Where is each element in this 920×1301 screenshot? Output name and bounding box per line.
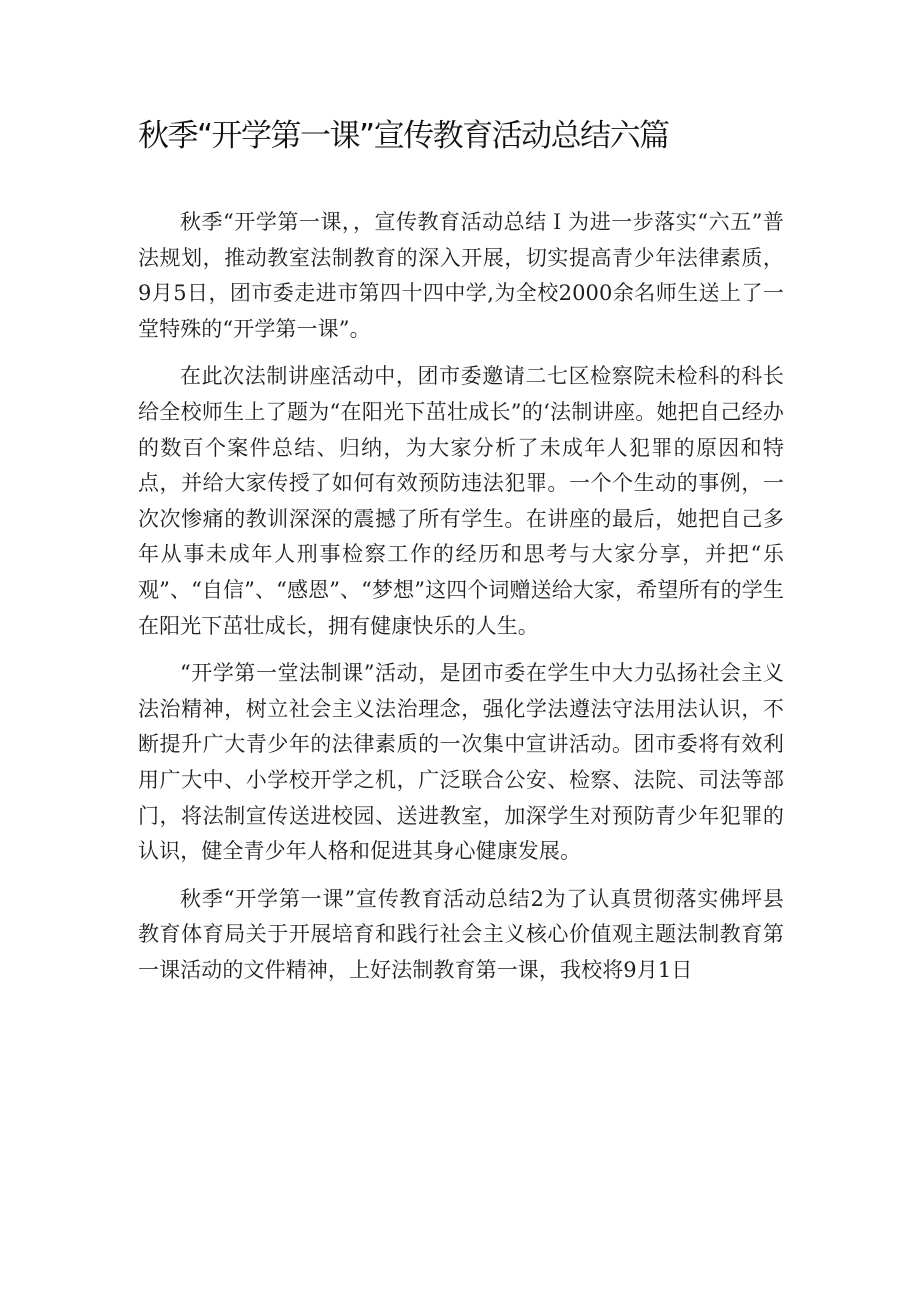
paragraph-2: 在此次法制讲座活动中，团市委邀请二七区检察院未检科的科长给全校师生上了题为“在阳光下茁壮成长”的‘法制讲座。她把自己经办的数百个案件总结、归纳，为大家分析了未成年人犯罪的原因和特点，并给大家传授了如何有效预防违法犯罪。一个个生动的事例，一次次惨痛的教训深深的震撼了所有学生。在讲座的最后，她把自己多年从事未成年人刑事检察工作的经历和思考与大家分享，并把“乐观”、“自信”、“感恩”、“梦想”这四个词赠送给大家，希望所有的学生在阳光下茁壮成长，拥有健康快乐的人生。 [138,364,784,638]
paragraph-3: “开学第一堂法制课”活动，是团市委在学生中大力弘扬社会主义法治精神，树立社会主义法治理念，强化学法遵法守法用法认识，不断提升广大青少年的法律素质的一次集中宣讲活动。团市委将有效利用广大中、小学校开学之机，广泛联合公安、检察、法院、司法等部门，将法制宣传送进校园、送进教室，加深学生对预防青少年犯罪的认识，健全青少年人格和促进其身心健康发展。 [138,661,784,864]
paragraph-1: 秋季“开学第一课，，宣传教育活动总结Ｉ为进一步落实“六五”普法规划，推动教室法制教育的深入开展，切实提高青少年法律素质，9月5日，团市委走进市第四十四中学,为全校2000余名师生送上了一堂特殊的“开学第一课”。 [138,210,784,341]
document-title: 秋季“开学第一课”宣传教育活动总结六篇 [138,118,669,154]
document-body [138,205,784,988]
paragraph-4: 秋季“开学第一课”宣传教育活动总结2为了认真贯彻落实佛坪县教育体育局关于开展培育和践行社会主义核心价值观主题法制教育第一课活动的文件精神，上好法制教育第一课，我校将9月1日 [138,886,784,982]
